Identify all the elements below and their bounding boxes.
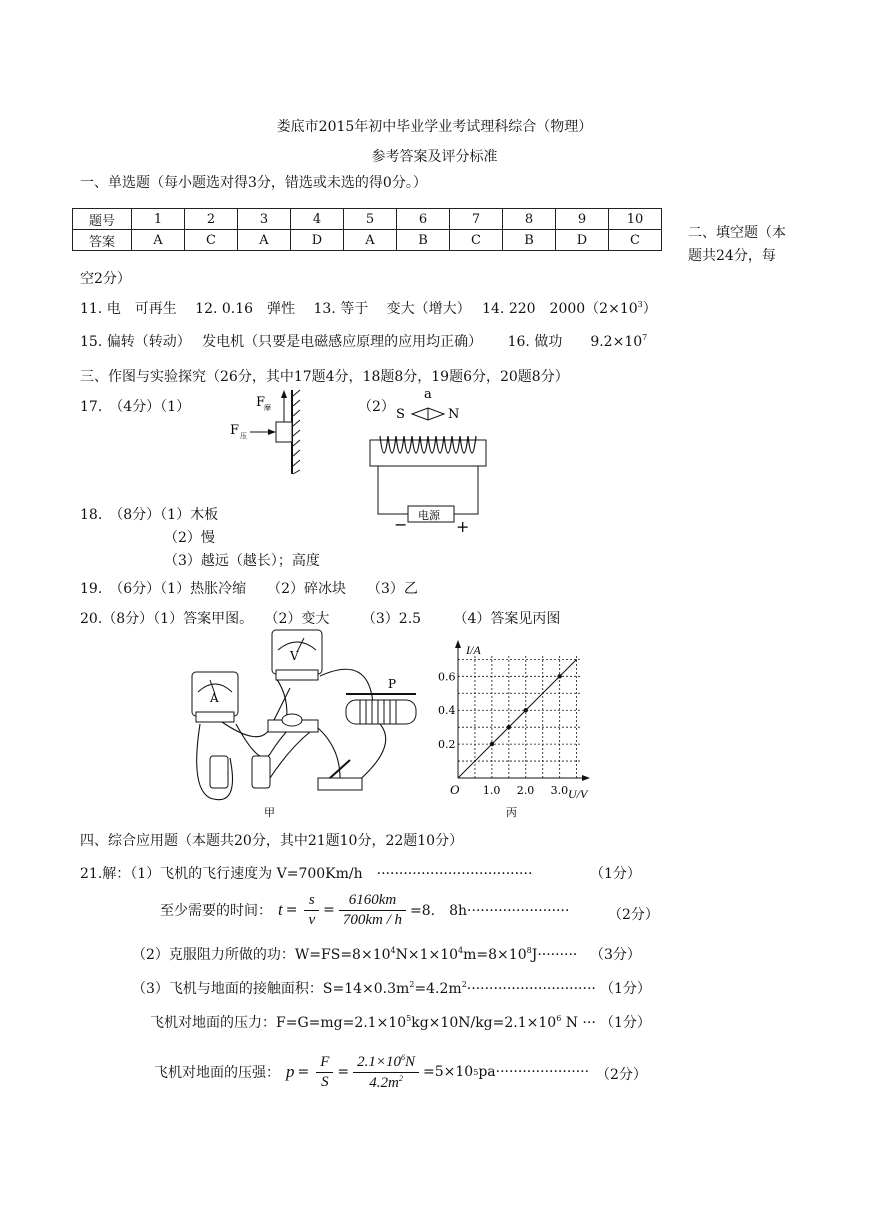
wire — [270, 732, 310, 778]
section1-heading: 一、单选题（每小题选对得3分，错选或未选的得0分。） — [80, 175, 427, 191]
q21-score6: （2分） — [596, 1067, 647, 1083]
table-cell: 3 — [238, 209, 291, 230]
f-ya-sub: 压 — [240, 432, 247, 440]
table-cell: D — [556, 230, 609, 251]
q21-score5: （1分） — [600, 1015, 651, 1031]
slider-label: P — [388, 677, 397, 691]
table-cell: A — [344, 230, 397, 251]
y-tick-label: 0.4 — [438, 704, 456, 718]
table-row — [73, 230, 662, 251]
friction-arrowhead — [281, 390, 287, 398]
data-point — [507, 725, 511, 729]
s-label: S — [396, 407, 405, 422]
voltmeter-label: V — [290, 649, 299, 663]
table-cell: 1 — [132, 209, 185, 230]
n-label: N — [448, 407, 460, 422]
table-cell: 4 — [291, 209, 344, 230]
q17-part2-label: （2） — [358, 399, 395, 415]
q21-line6: 飞机对地面的压强： p = $\frac{F}{S}$ = $\frac{2.1\times 10^6N}{4.2m^2}$ =5×10 5 pa····················· — [154, 1052, 590, 1091]
q17-label: 17. （4分）（1） — [80, 399, 191, 415]
graph-caption: 丙 — [506, 806, 517, 819]
q21-line1: 21.解：（1）飞机的飞行速度为 V=700Km/h ··································· — [80, 866, 533, 882]
table-cell: C — [609, 230, 662, 251]
f-mo-label: F — [256, 395, 266, 410]
origin-label: O — [450, 782, 460, 797]
table-cell: 2 — [185, 209, 238, 230]
x-axis-label: U/V — [568, 787, 588, 801]
plus-label: + — [456, 517, 470, 534]
rheostat — [346, 700, 416, 724]
pressure-arrowhead — [268, 429, 276, 435]
q19-line: 19. （6分）（1）热胀冷缩 （2）碎冰块 （3）乙 — [80, 581, 418, 597]
answer-table — [72, 208, 662, 251]
table-cell: B — [397, 230, 450, 251]
page-subtitle: 参考答案及评分标准 — [371, 149, 498, 165]
x-tick-label: 2.0 — [516, 784, 535, 797]
iu-graph — [430, 636, 600, 822]
section4-heading: 四、综合应用题（本题共20分，其中21题10分，22题10分） — [80, 833, 464, 849]
table-cell: 5 — [344, 209, 397, 230]
f-mo-sub: 摩 — [264, 404, 271, 412]
force-diagram — [220, 386, 320, 478]
electromagnet-diagram — [360, 384, 500, 534]
table-cell: C — [450, 230, 503, 251]
ammeter-label: A — [210, 691, 219, 705]
y-axis-label: I/A — [466, 643, 481, 657]
section3-heading: 三、作图与实验探究（26分，其中17题4分，18题8分，19题6分，20题8分） — [80, 369, 569, 385]
q21-line3: （2）克服阻力所做的功：$W=FS=8\times 10^4N\times 1\times 10^4m=8\times 10^8J\cdot\cdot\cdot\cdot\cdot\cdot\cdot\cdot\cdot$ — [132, 946, 578, 963]
table-cell: C — [185, 230, 238, 251]
power-label: 电源 — [418, 509, 440, 522]
q21-score2: （2分） — [608, 907, 659, 923]
table-cell: 9 — [556, 209, 609, 230]
wire-left — [378, 466, 408, 514]
table-row — [73, 209, 662, 230]
section2-heading: 二、填空题（本题共24分，每 — [688, 225, 786, 264]
circuit-caption: 甲 — [264, 806, 275, 819]
q21-score3: （3分） — [590, 947, 641, 963]
page-title: 娄底市2015年初中毕业学业考试理科综合（物理） — [276, 119, 593, 135]
block-box — [276, 422, 292, 442]
answer-line-11: 11. 电 可再生 12. 0.16 弹性 13. 等于 变大（增大） 14. 220 $2000(2\times 10^3)$ — [80, 300, 657, 317]
table-cell: D — [291, 230, 344, 251]
battery — [252, 756, 270, 788]
section2-heading-cont: 空2分） — [80, 271, 131, 287]
table-cell: A — [132, 230, 185, 251]
answer-line-15: 15. 偏转（转动） 发电机（只要是电磁感应原理的应用均正确） 16. 做功 $9.2\times 10^7$ — [80, 333, 648, 350]
q18-line1: 18. （8分）（1）木板 — [80, 507, 219, 523]
y-tick-label: 0.2 — [438, 738, 456, 752]
circuit-diagram — [180, 628, 430, 820]
switch — [318, 778, 362, 790]
table-cell: 10 — [609, 209, 662, 230]
data-point — [524, 708, 528, 712]
q21-line5: 飞机对地面的压力：$F=G=mg=2.1\times 10^5kg\times 10N/kg=2.1\times 10^6$ N ··· — [150, 1014, 596, 1031]
table-cell: A — [238, 230, 291, 251]
table-cell: 6 — [397, 209, 450, 230]
table-cell: B — [503, 230, 556, 251]
battery — [210, 756, 228, 788]
x-tick-label: 1.0 — [482, 784, 501, 797]
data-point — [557, 674, 561, 678]
table-cell: 题号 — [73, 209, 132, 230]
f-ya-label: F — [230, 423, 240, 438]
q21-score1: （1分） — [590, 866, 641, 882]
wire — [318, 728, 340, 778]
q21-line2: 至少需要的时间： t = $\frac{s}{v}$ = $\frac{6160km}{700km / h}$ =8. 8h······················· — [160, 891, 570, 928]
q21-line4: （3）飞机与地面的接触面积：$S=14\times 0.3m^2=4.2m^2\cdot\cdot\cdot\cdot\cdot\cdot\cdot\cdot\cdot\cdot\cdot\cdot\cdot\cdot\cdot\cdot\cdot\cdot\cdot\cdot\cdot\cdot\cdot\cdot\cdot\cdot\cdot\cdot\cdot$ — [132, 980, 596, 997]
q20-line: 20.（8分）（1）答案甲图。 （2）变大 （3）2.5 （4）答案见丙图 — [80, 611, 561, 627]
q18-line2: （2）慢 — [164, 530, 215, 546]
data-point — [490, 742, 494, 746]
a-label: a — [424, 387, 432, 402]
table-cell: 答案 — [73, 230, 132, 251]
table-cell: 7 — [450, 209, 503, 230]
minus-label: − — [394, 515, 408, 534]
q21-score4: （1分） — [600, 981, 651, 997]
x-tick-label: 3.0 — [550, 784, 569, 797]
q18-line3: （3）越远（越长）；高度 — [164, 553, 320, 569]
table-cell: 8 — [503, 209, 556, 230]
wire-right — [454, 466, 478, 514]
y-tick-label: 0.6 — [438, 670, 456, 684]
